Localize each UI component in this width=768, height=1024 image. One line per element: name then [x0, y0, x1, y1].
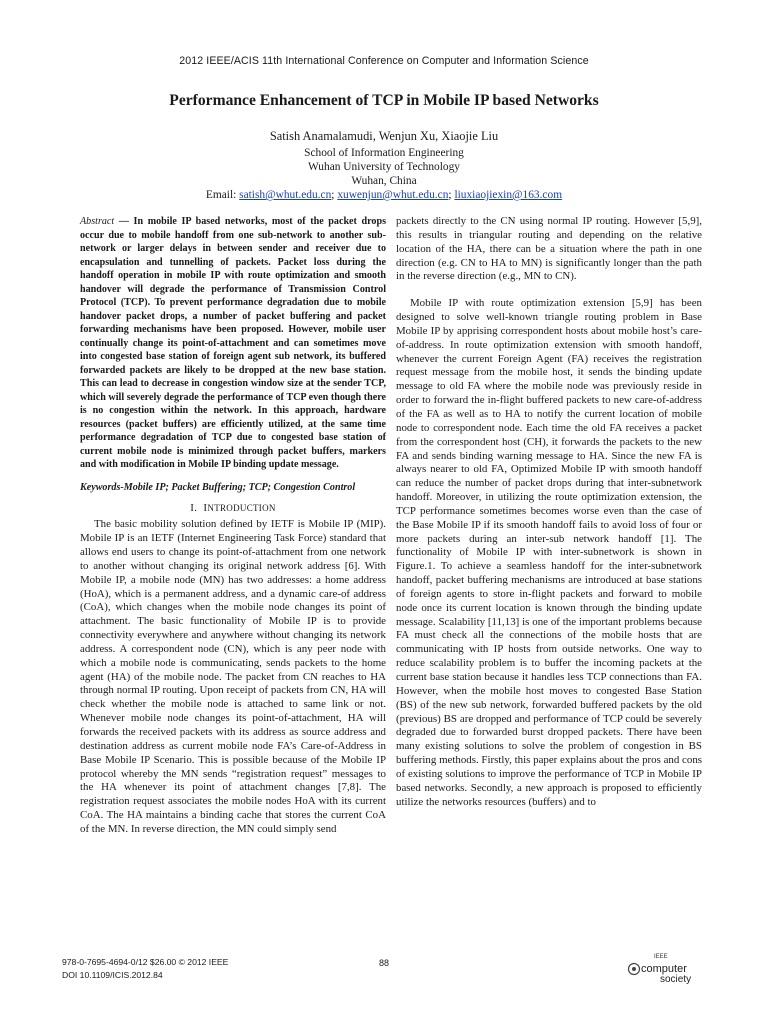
footer-isbn: 978-0-7695-4694-0/12 $26.00 © 2012 IEEE	[62, 957, 229, 967]
intro-paragraph: The basic mobility solution defined by IETF is Mobile IP (MIP). Mobile IP is an IETF (Internet Engineering Task Force) standard that allows end users to change its point-of-attachment from one network to another without changing its original network address [6]. With Mobile IP, a mobile node (MN) has two addresses: a home address (HoA), which is a permanent address, and a dynamic care-of address (CoA), which changes when the mobile node changes its point of attachment. The basic functionality of Mobile IP is to provide connectivity everywhere and anywhere without changing its network address. A correspondent node (CN), which is any peer node with which a mobile node is communicating, sends packets to the home agent (HA) of the mobile node. The packet from CN reaches to HA through normal IP routing. Upon receipt of packets from CN, HA will check whether the mobile node is attached to same link or not. Whenever mobile node changes its point-of-attachment, HA will forwards the received packets with its address as source address and destination address as current mobile node FA’s Care-of-Address in Base Mobile IP Scenario. This is possible because of the Mobile IP protocol whereby the MN sends “registration request” messages to the HA whenever its point of attachment changes [7,8]. The registration request associates the mobile nodes HoA with its current CoA. The HA maintains a binding cache that stores the current CoA of the MN. In reverse direction, the MN could simply send	[80, 518, 386, 835]
affiliation-block	[0, 146, 768, 202]
section-numeral: I.	[190, 501, 198, 514]
affiliation-location: Wuhan, China	[351, 175, 417, 187]
email-link-satish[interactable]: satish@whut.edu.cn	[239, 189, 332, 201]
page-number: 88	[379, 958, 390, 968]
affiliation-school: School of Information Engineering	[304, 147, 464, 159]
footer-publication-info	[62, 956, 228, 982]
email-label: Email:	[205, 189, 237, 201]
left-column	[80, 215, 386, 837]
abstract-dash: —	[114, 216, 134, 227]
paper-title: Performance Enhancement of TCP in Mobile IP based Networks	[169, 92, 599, 109]
section-title-initial: I	[203, 501, 208, 514]
abstract-text: In mobile IP based networks, most of the packet drops occur due to mobile handoff from one sub-network to another sub-network or larger delays in between sender and receiver due to encapsulation and tunnelling of packets. Packet loss during the handoff operation in mobile IP with route optimization and smooth handover will degrade the performance of Transmission Control Protocol (TCP). To prevent performance degradation due to mobile handover packet drops, a number of packet buffering and packet forwarding mechanisms have been proposed. However, mobile user continually change its point-of-attachment and can sometimes move into congested base station of foreign agent sub network, its buffered forwarded packets are likely to be dropped at the new base station. This can lead to decrease in congestion window size at the sender TCP, which will severely degrade the performance of TCP even though there is no congestion within the network. In this approach, hardware resources (packet buffers) are efficiently utilized, at the same time performance degradation of TCP due to congested base station of current mobile node is minimized through packet buffers, markers and with modification in Mobile IP binding update message.	[80, 216, 387, 470]
section-title-rest: NTRODUCTION	[207, 502, 276, 513]
section-heading-introduction	[80, 502, 386, 516]
email-link-liuxiaojie[interactable]: liuxiaojiexin@163.com	[454, 189, 563, 201]
footer-doi: DOI 10.1109/ICIS.2012.84	[62, 970, 163, 980]
email-separator: ;	[331, 189, 335, 201]
email-separator: ;	[448, 189, 452, 201]
right-paragraph-route-optimization: Mobile IP with route optimization extension [5,9] has been designed to solve well-known triangle routing problem in Base Mobile IP by apprising correspondent hosts about mobile host’s care-of-address. In route optimization extension with smooth handoff, whenever the current Foreign Agent (FA) receives the registration request message from the mobile host, it sends the binding update message to old FA where the mobile node was previously reside in order to forward the in-flight buffered packets to new care-of-address of the FA as well as to HA to notify the current location of mobile node to correspondent node. Each time the old FA receives a packet from the correspondent host (CH), it forwards the packets to the new FA and sends binding warning message to HA. Since the new FA is always nearer to old FA, Optimized Mobile IP with smooth handoff can reduce the number of packet drops during that inter-subnetwork handoff. Moreover, in utilizing the route optimization extension, the TCP performance sometimes becomes worse even than the case of the Base Mobile IP if its smooth handoff fails to avoid loss of four or more packets during an inter-sub network handoff [1]. The functionality of Mobile IP with inter-subnetwork is shown in Figure.1. To achieve a seamless handoff for the inter-subnetwork handoff, packet buffering mechanisms are introduced at base stations of foreign agents to store in-flight packets and forward to mobile node once its current location is known through the binding update message. Scalability [11,13] is one of the important problems because FA must check all the connections of the mobile hosts that are communicating with IP hosts from outside networks. One way to reduce scalability problem is to buffer the incoming packets at the current base station because it handles less TCP connections than FA. However, when the mobile host moves to congested Base Station (BS) of the new sub network, forwarded buffered packets by the old (previous) BS are dropped and performance of TCP could be severely degraded due to forwarded burst dropped packets. There have been many existing solutions to solve the problem of congestion in BS buffering methods. Firstly, this paper explains about the pros and cons of existing solutions to improve the performance of TCP in Mobile IP based networks. Secondly, a new approach is proposed to efficiently utilize the networks resources (buffers) and to	[396, 297, 702, 808]
right-column	[396, 215, 702, 809]
keywords: Keywords-Mobile IP; Packet Buffering; TCP; Congestion Control	[80, 481, 356, 493]
abstract-block	[80, 215, 386, 472]
logo-ieee-text: IEEE	[654, 954, 668, 960]
right-paragraph-continued: packets directly to the CN using normal IP routing. However [5,9], this results in triangular routing and depending on the relative location of the HA, there can be a situation where the path in one direction (e.g. CN to HA to MN) is significantly longer than the path in the reverse direction (e.g., MN to CN).	[396, 215, 702, 283]
email-link-xuwenjun[interactable]: xuwenjun@whut.edu.cn	[337, 189, 449, 201]
email-line	[0, 188, 768, 202]
logo-computer-text: computer	[641, 963, 687, 975]
logo-society-text: society	[660, 974, 692, 985]
author-list: Satish Anamalamudi, Wenjun Xu, Xiaojie Liu	[269, 129, 499, 143]
affiliation-university: Wuhan University of Technology	[308, 161, 460, 173]
conference-header: 2012 IEEE/ACIS 11th International Conference on Computer and Information Science	[179, 55, 589, 67]
ieee-computer-society-logo-icon	[626, 950, 706, 986]
abstract-label: Abstract	[80, 216, 115, 227]
